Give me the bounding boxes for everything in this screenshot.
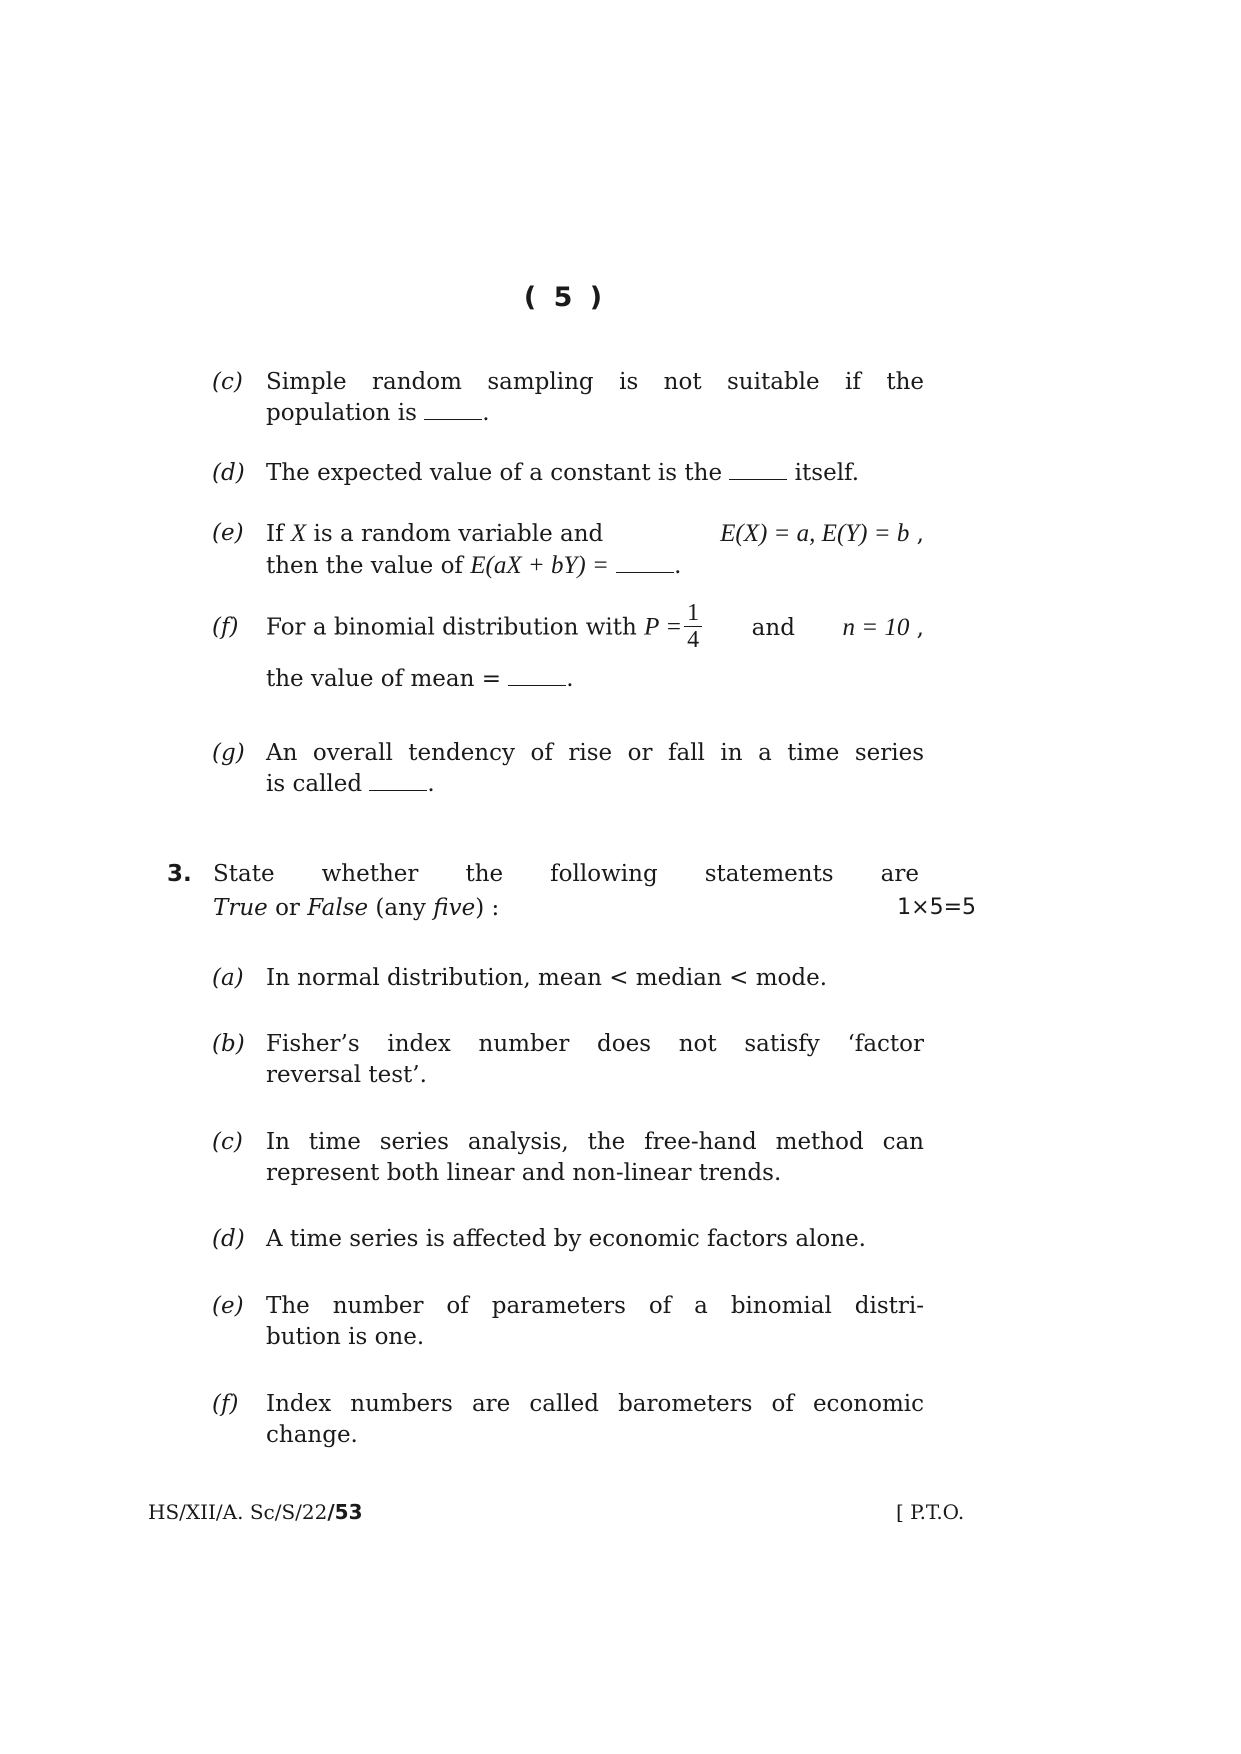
item-text: . bbox=[674, 553, 682, 579]
item-text-line: change. bbox=[266, 1422, 358, 1448]
item-text-line bbox=[266, 458, 924, 489]
q3-item-f bbox=[212, 1389, 924, 1451]
heading-word: are bbox=[880, 861, 919, 887]
item-label: (d) bbox=[212, 1226, 245, 1252]
answer-blank bbox=[508, 665, 566, 686]
q2-item-e bbox=[212, 518, 924, 582]
q2-item-f bbox=[212, 598, 924, 695]
pto-note: [ P.T.O. bbox=[896, 1500, 965, 1524]
math-variable: X bbox=[290, 520, 307, 547]
item-text-line bbox=[266, 550, 924, 582]
item-text-line bbox=[266, 398, 924, 429]
item-text-line bbox=[266, 664, 924, 695]
item-text-line bbox=[266, 769, 924, 800]
item-label: (f) bbox=[212, 1391, 239, 1417]
heading-line bbox=[213, 857, 919, 891]
item-text: If X is a random variable and bbox=[266, 520, 604, 547]
item-label: (d) bbox=[212, 460, 245, 486]
item-text-line: An overall tendency of rise or fall in a time series bbox=[266, 740, 924, 766]
item-text: the value of mean = bbox=[266, 666, 509, 692]
question-heading bbox=[213, 857, 976, 925]
answer-blank bbox=[424, 399, 482, 420]
item-text: population is bbox=[266, 400, 425, 426]
answer-blank bbox=[369, 770, 427, 791]
item-text: is called bbox=[266, 771, 370, 797]
math-expression: n = 10 bbox=[842, 614, 910, 641]
question-number: 3. bbox=[167, 861, 192, 887]
q3-item-e bbox=[212, 1291, 924, 1353]
item-label: (e) bbox=[212, 1293, 244, 1319]
fraction-numerator: 1 bbox=[684, 600, 702, 627]
item-text: . bbox=[427, 771, 435, 797]
heading-word: following bbox=[550, 861, 658, 887]
item-text: then the value of bbox=[266, 553, 471, 579]
item-text: The expected value of a constant is the bbox=[266, 460, 730, 486]
q2-item-g bbox=[212, 738, 924, 800]
q3-item-b bbox=[212, 1029, 924, 1091]
math-expression: E(X) = a, E(Y) = b bbox=[720, 520, 910, 547]
item-label: (b) bbox=[212, 1031, 245, 1057]
item-label: (a) bbox=[212, 965, 244, 991]
item-text: itself. bbox=[787, 460, 860, 486]
fraction bbox=[684, 600, 702, 653]
heading-line bbox=[213, 891, 976, 925]
item-text-line: Index numbers are called barometers of economic bbox=[266, 1391, 924, 1417]
item-text-line: Simple random sampling is not suitable if the bbox=[266, 369, 924, 395]
item-text-line bbox=[266, 518, 924, 550]
item-text-line: Fisher’s index number does not satisfy ‘factor bbox=[266, 1031, 924, 1057]
item-label: (f) bbox=[212, 614, 239, 640]
marks-allocation: 1×5=5 bbox=[897, 895, 976, 920]
q3-item-c bbox=[212, 1127, 924, 1189]
item-text: For a binomial distribution with P = $\frac{1}{4}$ bbox=[266, 602, 704, 655]
math-expression: E(aX + bY) = bbox=[470, 552, 609, 579]
heading-word: the bbox=[465, 861, 504, 887]
item-label: (e) bbox=[212, 520, 244, 546]
paper-code bbox=[148, 1500, 363, 1524]
answer-blank bbox=[729, 459, 787, 480]
item-math: E(X) = a, E(Y) = b , bbox=[720, 520, 924, 547]
item-label: (c) bbox=[212, 1129, 243, 1155]
item-label: (c) bbox=[212, 369, 243, 395]
q3-item-d bbox=[212, 1224, 924, 1255]
item-text-line: bution is one. bbox=[266, 1324, 425, 1350]
heading-word: whether bbox=[321, 861, 419, 887]
paper-code-number: /53 bbox=[327, 1500, 363, 1524]
heading-text: True or False (any five) : bbox=[213, 895, 500, 921]
item-text-line: represent both linear and non-linear trends. bbox=[266, 1160, 782, 1186]
item-text: and bbox=[751, 614, 795, 641]
paper-code-text: HS/XII/A. Sc/S/22 bbox=[148, 1500, 328, 1524]
q2-item-c bbox=[212, 367, 924, 429]
item-math: n = 10 , bbox=[842, 614, 924, 641]
item-text-line: reversal test’. bbox=[266, 1062, 427, 1088]
page-number: ( 5 ) bbox=[523, 282, 607, 313]
item-text: . bbox=[482, 400, 490, 426]
q3-item-a bbox=[212, 963, 924, 994]
heading-word: statements bbox=[704, 861, 834, 887]
item-text-line: The number of parameters of a binomial distri- bbox=[266, 1293, 924, 1319]
answer-blank bbox=[616, 552, 674, 573]
heading-word: State bbox=[213, 861, 275, 887]
item-text-line: In time series analysis, the free-hand method can bbox=[266, 1129, 924, 1155]
item-text: . bbox=[566, 666, 574, 692]
item-text-line: A time series is affected by economic factors alone. bbox=[266, 1226, 866, 1252]
fraction-denominator: 4 bbox=[687, 626, 700, 653]
item-label: (g) bbox=[212, 740, 245, 766]
item-text-line: In normal distribution, mean < median < mode. bbox=[266, 965, 828, 991]
item-text-line bbox=[266, 598, 924, 658]
math-expression: P = bbox=[644, 613, 683, 640]
q2-item-d bbox=[212, 458, 924, 489]
